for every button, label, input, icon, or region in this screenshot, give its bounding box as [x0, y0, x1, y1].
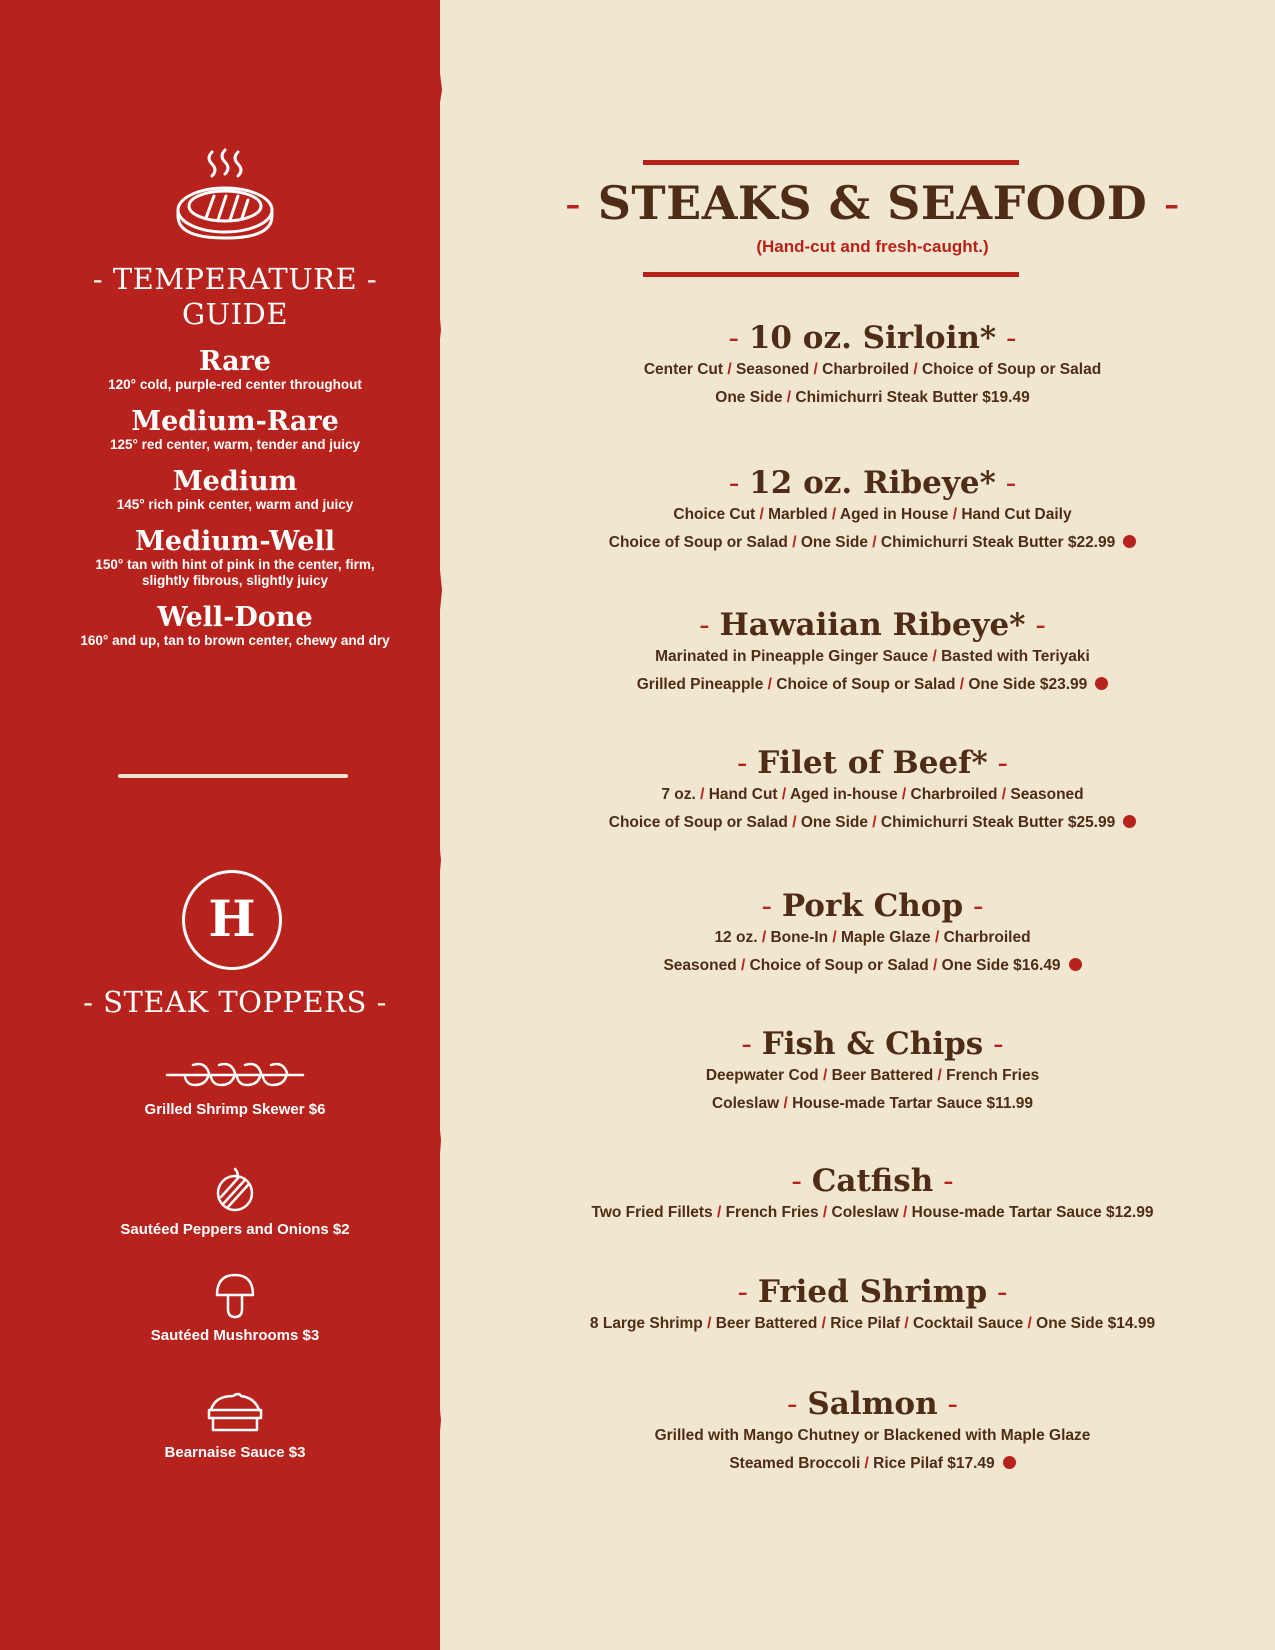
temperature-level: Medium 145° rich pink center, warm and juicy	[116, 466, 354, 512]
item-name: - Fish & Chips -	[741, 1026, 1004, 1062]
signature-dot-icon	[1123, 535, 1136, 548]
topper-label: Grilled Shrimp Skewer $6	[144, 1101, 326, 1118]
item-description: Choice Cut / Marbled / Aged in House / Hand Cut Daily	[673, 506, 1072, 523]
shrimp-skewer-icon	[165, 1057, 305, 1093]
menu-content	[470, 0, 1275, 1650]
topper-item	[0, 1057, 470, 1118]
menu-item	[470, 886, 1275, 978]
temperature-level: Rare 120° cold, purple-red center throughout	[108, 346, 362, 392]
menu-item	[470, 1272, 1275, 1336]
item-name: - Fried Shrimp -	[737, 1274, 1008, 1310]
item-description: One Side / Chimichurri Steak Butter $19.49	[715, 389, 1030, 406]
temperature-level: Well-Done 160° and up, tan to brown center, chewy and dry	[80, 602, 390, 648]
item-name: - Filet of Beef* -	[736, 745, 1009, 781]
steak-icon	[170, 148, 280, 248]
restaurant-logo: H	[182, 870, 282, 970]
topper-label: Bearnaise Sauce $3	[164, 1444, 306, 1461]
item-description: Deepwater Cod / Beer Battered / French Fries	[705, 1067, 1040, 1084]
menu-title: - STEAKS & SEAFOOD -	[565, 176, 1180, 230]
item-description: 12 oz. / Bone-In / Maple Glaze / Charbroiled	[714, 929, 1031, 946]
item-description: 7 oz. / Hand Cut / Aged in-house / Charbroiled / Seasoned	[661, 786, 1084, 803]
item-name: - Catfish -	[791, 1163, 954, 1199]
item-description: Two Fried Fillets / French Fries / Coleslaw / House-made Tartar Sauce $12.99	[591, 1204, 1154, 1221]
header-rule-top	[643, 160, 1019, 165]
item-description: Choice of Soup or Salad / One Side / Chimichurri Steak Butter $22.99	[470, 531, 1275, 555]
item-description: Marinated in Pineapple Ginger Sauce / Basted with Teriyaki	[655, 648, 1090, 665]
topper-label: Sautéed Peppers and Onions $2	[120, 1221, 350, 1238]
temperature-guide-title: - TEMPERATURE - GUIDE	[92, 262, 378, 331]
menu-item	[470, 605, 1275, 697]
menu-item	[470, 1384, 1275, 1476]
item-description: 8 Large Shrimp / Beer Battered / Rice Pilaf / Cocktail Sauce / One Side $14.99	[589, 1315, 1156, 1332]
signature-dot-icon	[1003, 1456, 1016, 1469]
item-name: - Pork Chop -	[761, 888, 984, 924]
menu-item	[470, 318, 1275, 410]
sidebar-divider	[118, 774, 348, 778]
sauce-dish-icon	[205, 1390, 265, 1436]
signature-dot-icon	[1069, 958, 1082, 971]
mushroom-icon	[212, 1271, 258, 1319]
topper-item	[0, 1165, 470, 1238]
item-description: Coleslaw / House-made Tartar Sauce $11.99	[711, 1095, 1034, 1112]
item-name: - 10 oz. Sirloin* -	[728, 320, 1017, 356]
item-description: Grilled with Mango Chutney or Blackened with Maple Glaze	[654, 1427, 1091, 1444]
temperature-level: Medium-Rare 125° red center, warm, tender and juicy	[109, 406, 360, 452]
temperature-level: Medium-Well 150° tan with hint of pink in the center, firm, slightly fibrous, slightly juicy	[95, 526, 375, 588]
item-name: - Hawaiian Ribeye* -	[699, 607, 1046, 643]
menu-item	[470, 1161, 1275, 1225]
menu-item	[470, 743, 1275, 835]
item-name: - Salmon -	[787, 1386, 958, 1422]
topper-item	[0, 1390, 470, 1461]
item-description: Steamed Broccoli / Rice Pilaf $17.49	[470, 1452, 1275, 1476]
menu-subtitle: (Hand-cut and fresh-caught.)	[756, 237, 989, 256]
header-rule-bottom	[643, 272, 1019, 277]
topper-item	[0, 1271, 470, 1344]
topper-label: Sautéed Mushrooms $3	[150, 1327, 320, 1344]
steak-toppers-title: - STEAK TOPPERS -	[83, 985, 387, 1019]
signature-dot-icon	[1095, 677, 1108, 690]
temperature-list	[0, 347, 470, 663]
signature-dot-icon	[1123, 815, 1136, 828]
item-description: Grilled Pineapple / Choice of Soup or Salad / One Side $23.99	[470, 673, 1275, 697]
item-description: Center Cut / Seasoned / Charbroiled / Choice of Soup or Salad	[643, 361, 1102, 378]
onion-icon	[210, 1165, 260, 1213]
item-description: Seasoned / Choice of Soup or Salad / One Side $16.49	[470, 954, 1275, 978]
menu-item	[470, 1024, 1275, 1116]
item-name: - 12 oz. Ribeye* -	[728, 465, 1017, 501]
item-description: Choice of Soup or Salad / One Side / Chimichurri Steak Butter $25.99	[470, 811, 1275, 835]
menu-item	[470, 463, 1275, 555]
